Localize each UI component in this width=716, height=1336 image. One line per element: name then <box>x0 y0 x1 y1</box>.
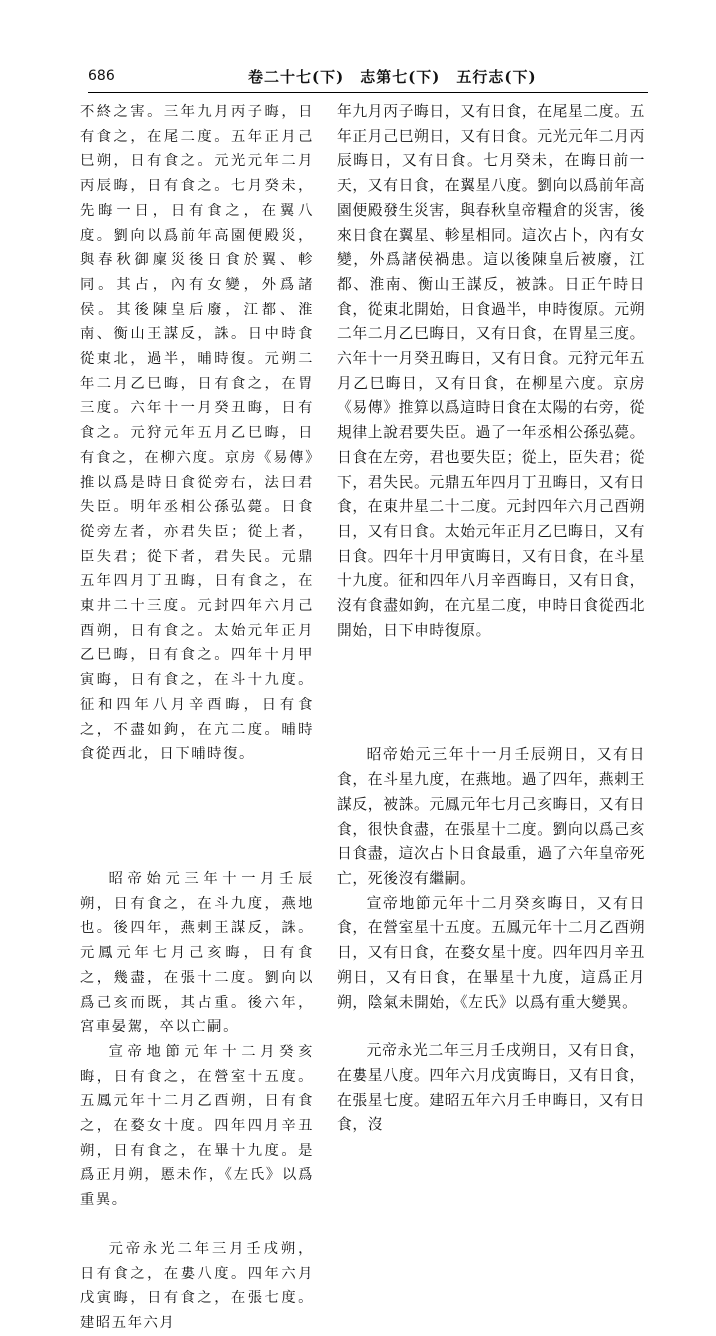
classical-text-column <box>80 100 314 1336</box>
classical-paragraph: 元帝永光二年三月壬戌朔，日有食之，在婁八度。四年六月戊寅晦，日有食之，在張七度。建昭五年六月 <box>80 1240 314 1331</box>
translation-paragraph: 年九月丙子晦日，又有日食，在尾星二度。五年正月己巳朔日，又有日食。元光元年二月丙辰晦日，又有日食。七月癸未，在晦日前一天，又有日食，在翼星八度。劉向以爲前年高園便殿發生災害，與春秋皇帝糧倉的災害，後來日食在翼星、軫星相同。這次占卜，內有女變，外爲諸侯禍患。這以後陳皇后被廢，江都、淮南、衡山王謀反，被誅。日正午時日食，從東北開始，日食過半，申時復原。元朔二年二月乙巳晦日，又有日食，在胃星三度。六年十一月癸丑晦日，又有日食。元狩元年五月乙巳晦日，又有日食，在柳星六度。京房《易傳》推算以爲這時日食在太陽的右旁，從規律上說君要失臣。過了一年丞相公孫弘薨。日食在左旁，君也要失臣；從上，臣失君；從下，君失民。元鼎五年四月丁丑晦日，又有日食，在東井星二十二度。元封四年六月己酉朔日，又有日食。太始元年正月乙巳晦日，又有日食。四年十月甲寅晦日，又有日食，在斗星十九度。征和四年八月辛酉晦日，又有日食，沒有食盡如鉤，在亢星二度，申時日食從西北開始，日下申時復原。 <box>337 103 645 639</box>
header-rule <box>88 92 648 93</box>
translation-paragraph: 宣帝地節元年十二月癸亥晦日，又有日食，在營室星十五度。五鳳元年十二月乙酉朔日，又有日食，在婺女星十度。四年四月辛丑朔日，又有日食，在畢星十九度，這爲正月朔，陰氣未開始，《左氏》以爲有重大變異。 <box>337 894 645 1011</box>
translation-column <box>337 100 645 1138</box>
page-number: 686 <box>88 68 115 84</box>
classical-paragraph: 不終之害。三年九月丙子晦，日有食之，在尾二度。五年正月己巳朔，日有食之。元光元年二月丙辰晦，日有食之。七月癸未，先晦一日，日有食之，在翼八度。劉向以爲前年高園便殿災，與春秋御廩災後日食於翼、軫同。其占，內有女變，外爲諸侯。其後陳皇后廢，江都、淮南、衡山王謀反，誅。日中時食從東北，過半，晡時復。元朔二年二月乙巳晦，日有食之，在胃三度。六年十一月癸丑晦，日有食之。元狩元年五月乙巳晦，日有食之，在柳六度。京房《易傳》推以爲是時日食從旁右，法曰君失臣。明年丞相公孫弘薨。日食從旁左者，亦君失臣；從上者，臣失君；從下者，君失民。元鼎五年四月丁丑晦，日有食之，在東井二十三度。元封四年六月己酉朔，日有食之。太始元年正月乙巳晦，日有食之。四年十月甲寅晦，日有食之，在斗十九度。征和四年八月辛酉晦，日有食之，不盡如鉤，在亢二度。晡時食從西北，日下晡時復。 <box>80 104 314 763</box>
running-head: 卷二十七(下) 志第七(下) 五行志(下) <box>248 68 537 86</box>
classical-paragraph: 宣帝地節元年十二月癸亥晦，日有食之，在營室十五度。五鳳元年十二月乙酉朔，日有食之，在婺女十度。四年四月辛丑朔，日有食之，在畢十九度。是爲正月朔，慝未作，《左氏》以爲重異。 <box>80 1043 314 1209</box>
translation-paragraph: 昭帝始元三年十一月壬辰朔日，又有日食，在斗星九度，在燕地。過了四年，燕剌王謀反，被誅。元鳳元年七月己亥晦日，又有日食，很快食盡，在張星十二度。劉向以爲己亥日食盡，這次占卜日食最重，過了六年皇帝死亡，死後沒有繼嗣。 <box>337 746 645 887</box>
classical-paragraph: 昭帝始元三年十一月壬辰朔，日有食之，在斗九度，燕地也。後四年，燕剌王謀反，誅。元鳳元年七月己亥晦，日有食之，幾盡，在張十二度。劉向以爲己亥而既，其占重。後六年，宮車晏駕，卒以亡嗣。 <box>80 870 314 1036</box>
page-header <box>88 64 648 88</box>
translation-paragraph: 元帝永光二年三月壬戌朔日，又有日食，在婁星八度。四年六月戊寅晦日，又有日食，在張星七度。建昭五年六月壬申晦日，又有日食，沒 <box>337 1042 645 1134</box>
